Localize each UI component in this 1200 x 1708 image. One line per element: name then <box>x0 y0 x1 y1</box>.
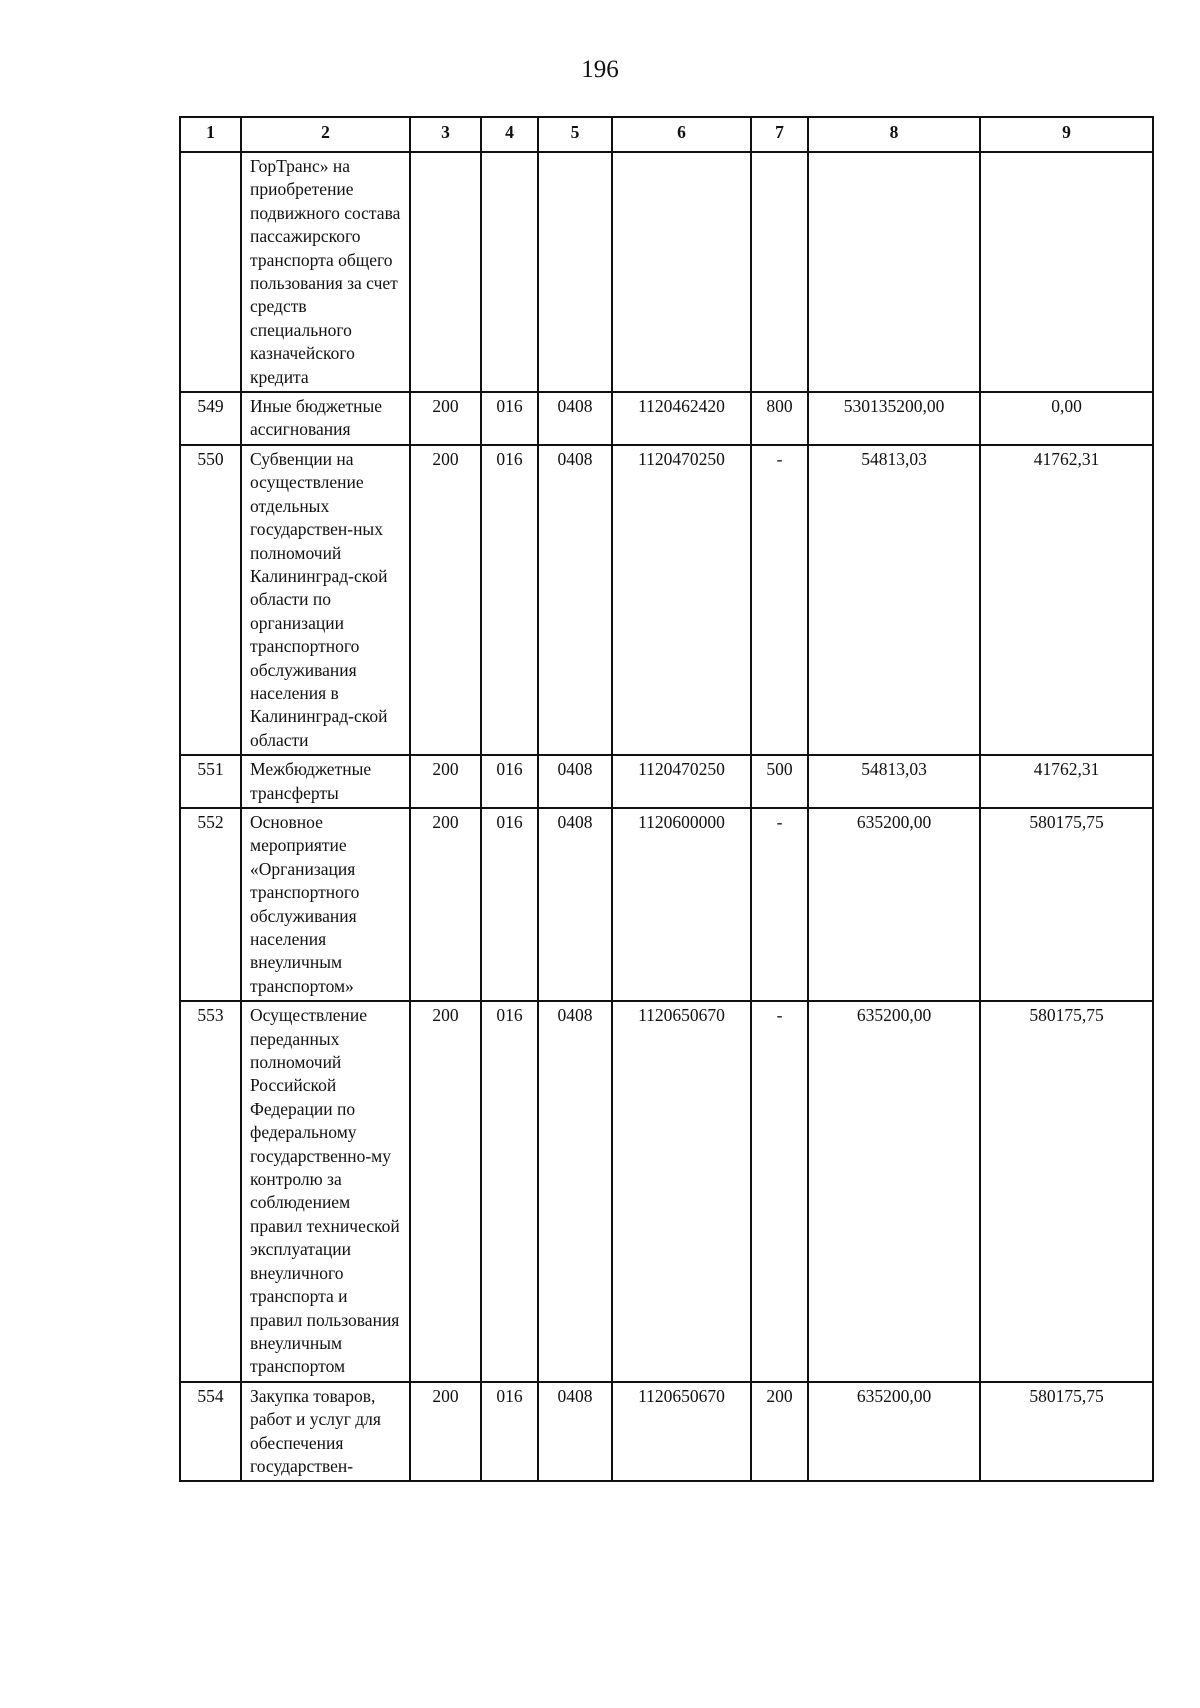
cell-col5: 0408 <box>538 808 612 1001</box>
column-header: 3 <box>410 117 481 152</box>
table-row <box>180 445 1153 755</box>
cell-col7 <box>751 152 808 392</box>
cell-col5: 0408 <box>538 755 612 808</box>
table-row <box>180 392 1153 445</box>
column-header: 1 <box>180 117 241 152</box>
cell-col5: 0408 <box>538 1001 612 1382</box>
cell-col6 <box>612 152 751 392</box>
table-row <box>180 1382 1153 1482</box>
cell-col6: 1120462420 <box>612 392 751 445</box>
cell-col8: 635200,00 <box>808 808 980 1001</box>
row-name: Основное мероприятие «Организация транспортного обслуживания населения внеуличным транспортом» <box>241 808 410 1001</box>
row-number: 553 <box>180 1001 241 1382</box>
table-header-row <box>180 117 1153 152</box>
cell-col6: 1120470250 <box>612 445 751 755</box>
cell-col8: 54813,03 <box>808 755 980 808</box>
cell-col4: 016 <box>481 1382 538 1482</box>
cell-col9: 580175,75 <box>980 1001 1153 1382</box>
cell-col6: 1120650670 <box>612 1382 751 1482</box>
cell-col9: 41762,31 <box>980 445 1153 755</box>
cell-col3: 200 <box>410 808 481 1001</box>
cell-col4: 016 <box>481 445 538 755</box>
cell-col5: 0408 <box>538 445 612 755</box>
column-header: 5 <box>538 117 612 152</box>
cell-col4 <box>481 152 538 392</box>
row-number: 552 <box>180 808 241 1001</box>
cell-col3: 200 <box>410 445 481 755</box>
cell-col9: 580175,75 <box>980 808 1153 1001</box>
cell-col7: - <box>751 1001 808 1382</box>
cell-col4: 016 <box>481 808 538 1001</box>
row-number: 549 <box>180 392 241 445</box>
cell-col4: 016 <box>481 755 538 808</box>
column-header: 7 <box>751 117 808 152</box>
row-name: Закупка товаров, работ и услуг для обеспечения государствен- <box>241 1382 410 1482</box>
cell-col8: 635200,00 <box>808 1382 980 1482</box>
column-header: 9 <box>980 117 1153 152</box>
cell-col6: 1120470250 <box>612 755 751 808</box>
cell-col9 <box>980 152 1153 392</box>
cell-col9: 580175,75 <box>980 1382 1153 1482</box>
cell-col7: - <box>751 445 808 755</box>
row-number: 554 <box>180 1382 241 1482</box>
row-number: 551 <box>180 755 241 808</box>
cell-col3: 200 <box>410 1001 481 1382</box>
cell-col9: 0,00 <box>980 392 1153 445</box>
cell-col8: 635200,00 <box>808 1001 980 1382</box>
cell-col8: 530135200,00 <box>808 392 980 445</box>
row-name: Межбюджетные трансферты <box>241 755 410 808</box>
cell-col9: 41762,31 <box>980 755 1153 808</box>
row-name: ГорТранс» на приобретение подвижного состава пассажирского транспорта общего пользования за счет средств специального казначейского кредита <box>241 152 410 392</box>
row-name: Иные бюджетные ассигнования <box>241 392 410 445</box>
table-row <box>180 1001 1153 1382</box>
row-name: Осуществление переданных полномочий Российской Федерации по федеральному государственно-му контролю за соблюдением правил технической эксплуатации внеуличного транспорта и правил пользования внеуличным транспортом <box>241 1001 410 1382</box>
cell-col7: - <box>751 808 808 1001</box>
cell-col5: 0408 <box>538 392 612 445</box>
table-row <box>180 152 1153 392</box>
column-header: 6 <box>612 117 751 152</box>
column-header: 4 <box>481 117 538 152</box>
cell-col6: 1120650670 <box>612 1001 751 1382</box>
column-header: 8 <box>808 117 980 152</box>
cell-col8 <box>808 152 980 392</box>
table-row <box>180 755 1153 808</box>
cell-col3: 200 <box>410 1382 481 1482</box>
cell-col3: 200 <box>410 392 481 445</box>
cell-col8: 54813,03 <box>808 445 980 755</box>
row-number <box>180 152 241 392</box>
row-number: 550 <box>180 445 241 755</box>
cell-col7: 200 <box>751 1382 808 1482</box>
page-number: 196 <box>581 56 619 83</box>
cell-col6: 1120600000 <box>612 808 751 1001</box>
cell-col4: 016 <box>481 392 538 445</box>
row-name: Субвенции на осуществление отдельных государствен-ных полномочий Калининград-ской области по организации транспортного обслуживания населения в Калининград-ской области <box>241 445 410 755</box>
cell-col5: 0408 <box>538 1382 612 1482</box>
cell-col7: 800 <box>751 392 808 445</box>
cell-col7: 500 <box>751 755 808 808</box>
cell-col3 <box>410 152 481 392</box>
column-header: 2 <box>241 117 410 152</box>
cell-col3: 200 <box>410 755 481 808</box>
cell-col5 <box>538 152 612 392</box>
cell-col4: 016 <box>481 1001 538 1382</box>
table-row <box>180 808 1153 1001</box>
budget-table <box>179 116 1154 1482</box>
